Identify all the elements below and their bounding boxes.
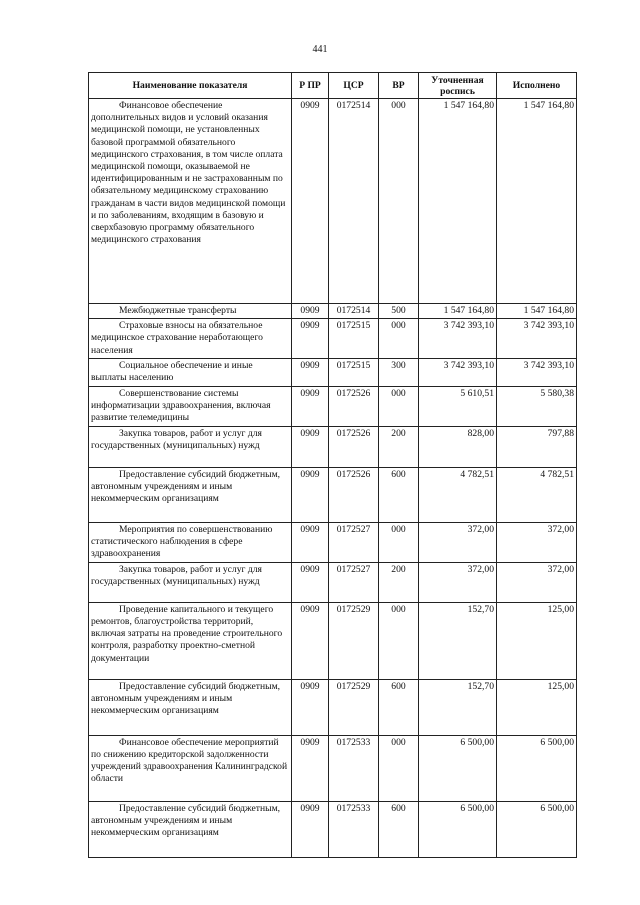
row-rpr: 0909 — [292, 801, 329, 857]
row-name: Предоставление субсидий бюджетным, автономным учреждениям и иным некоммерческим организациям — [91, 680, 281, 717]
row-name: Закупка товаров, работ и услуг для государственных (муниципальных) нужд — [91, 563, 262, 588]
row-plan: 4 782,51 — [419, 467, 497, 522]
row-done: 372,00 — [497, 522, 577, 562]
row-done: 3 742 393,10 — [497, 358, 577, 386]
row-done: 5 580,38 — [497, 386, 577, 426]
row-csr: 0172514 — [329, 99, 379, 304]
row-name: Предоставление субсидий бюджетным, автономным учреждениям и иным некоммерческим организациям — [91, 468, 281, 505]
row-vr: 600 — [379, 467, 419, 522]
row-csr: 0172515 — [329, 358, 379, 386]
table-row — [89, 319, 577, 359]
row-csr: 0172526 — [329, 467, 379, 522]
table-row — [89, 426, 577, 467]
row-vr: 600 — [379, 679, 419, 735]
row-vr: 000 — [379, 522, 419, 562]
row-csr: 0172533 — [329, 801, 379, 857]
row-vr: 000 — [379, 602, 419, 679]
header-rpr: Р ПР — [292, 73, 329, 99]
row-done: 4 782,51 — [497, 467, 577, 522]
table-row — [89, 562, 577, 602]
budget-table — [88, 72, 577, 858]
row-csr: 0172527 — [329, 562, 379, 602]
row-plan: 6 500,00 — [419, 801, 497, 857]
row-done: 797,88 — [497, 426, 577, 467]
row-done: 372,00 — [497, 562, 577, 602]
row-plan: 3 742 393,10 — [419, 358, 497, 386]
header-name: Наименование показателя — [89, 73, 292, 99]
row-csr: 0172515 — [329, 319, 379, 359]
header-plan: Уточненная роспись — [419, 73, 497, 99]
row-csr: 0172533 — [329, 735, 379, 801]
row-csr: 0172529 — [329, 602, 379, 679]
table-row — [89, 304, 577, 319]
row-plan: 5 610,51 — [419, 386, 497, 426]
row-done: 6 500,00 — [497, 735, 577, 801]
row-name: Финансовое обеспечение дополнительных видов и условий оказания медицинской помощи, не установленных базовой программой обязательного медицинского страхования, в том числе оплата медицинской помощи, оказываемой не идентифицированным и не застрахованным по обязательному медицинскому страхованию гражданам в части видов медицинской помощи и по заболеваниям, входящим в базовую и сверхбазовую программу обязательного медицинского страхования — [91, 100, 286, 246]
row-plan: 6 500,00 — [419, 735, 497, 801]
row-vr: 500 — [379, 304, 419, 319]
row-plan: 152,70 — [419, 602, 497, 679]
table-row — [89, 467, 577, 522]
row-plan: 152,70 — [419, 679, 497, 735]
row-name: Проведение капитального и текущего ремонтов, благоустройства территорий, включая затраты на проведение строительного контроля, разработку проектно-сметной документации — [91, 603, 283, 664]
table-header-row — [89, 73, 577, 99]
table-row — [89, 735, 577, 801]
row-rpr: 0909 — [292, 426, 329, 467]
table-row — [89, 99, 577, 304]
table-row — [89, 602, 577, 679]
row-done: 6 500,00 — [497, 801, 577, 857]
row-name: Социальное обеспечение и иные выплаты населению — [91, 359, 253, 384]
table-row — [89, 522, 577, 562]
row-vr: 300 — [379, 358, 419, 386]
row-vr: 200 — [379, 562, 419, 602]
row-rpr: 0909 — [292, 735, 329, 801]
header-csr: ЦСР — [329, 73, 379, 99]
row-plan: 372,00 — [419, 522, 497, 562]
row-csr: 0172527 — [329, 522, 379, 562]
header-done: Исполнено — [497, 73, 577, 99]
row-plan: 372,00 — [419, 562, 497, 602]
table-row — [89, 358, 577, 386]
row-rpr: 0909 — [292, 358, 329, 386]
row-vr: 000 — [379, 735, 419, 801]
row-name: Межбюджетные трансферты — [119, 305, 237, 316]
row-done: 3 742 393,10 — [497, 319, 577, 359]
table-row — [89, 801, 577, 857]
row-name: Предоставление субсидий бюджетным, автономным учреждениям и иным некоммерческим организациям — [91, 802, 281, 839]
row-rpr: 0909 — [292, 386, 329, 426]
row-rpr: 0909 — [292, 602, 329, 679]
row-done: 125,00 — [497, 602, 577, 679]
row-rpr: 0909 — [292, 319, 329, 359]
table-row — [89, 386, 577, 426]
row-rpr: 0909 — [292, 679, 329, 735]
row-rpr: 0909 — [292, 467, 329, 522]
row-plan: 3 742 393,10 — [419, 319, 497, 359]
row-rpr: 0909 — [292, 304, 329, 319]
header-vr: ВР — [379, 73, 419, 99]
row-vr: 000 — [379, 99, 419, 304]
row-name: Страховые взносы на обязательное медицинское страхование неработающего населения — [91, 320, 263, 356]
row-done: 1 547 164,80 — [497, 304, 577, 319]
page-number: 441 — [312, 44, 328, 55]
row-csr: 0172526 — [329, 426, 379, 467]
row-rpr: 0909 — [292, 99, 329, 304]
row-plan: 828,00 — [419, 426, 497, 467]
row-vr: 600 — [379, 801, 419, 857]
row-done: 1 547 164,80 — [497, 99, 577, 304]
row-plan: 1 547 164,80 — [419, 99, 497, 304]
row-done: 125,00 — [497, 679, 577, 735]
row-name: Закупка товаров, работ и услуг для государственных (муниципальных) нужд — [91, 427, 262, 452]
row-name: Мероприятия по совершенствованию статистического наблюдения в сфере здравоохранения — [91, 523, 273, 560]
row-vr: 000 — [379, 319, 419, 359]
row-csr: 0172514 — [329, 304, 379, 319]
row-plan: 1 547 164,80 — [419, 304, 497, 319]
row-vr: 000 — [379, 386, 419, 426]
row-rpr: 0909 — [292, 522, 329, 562]
row-name: Совершенствование системы информатизации здравоохранения, включая развитие телемедицины — [91, 387, 271, 424]
row-rpr: 0909 — [292, 562, 329, 602]
row-csr: 0172526 — [329, 386, 379, 426]
row-name: Финансовое обеспечение мероприятий по снижению кредиторской задолженности учреждений здравоохранения Калининградской области — [91, 736, 288, 785]
row-csr: 0172529 — [329, 679, 379, 735]
row-vr: 200 — [379, 426, 419, 467]
table-row — [89, 679, 577, 735]
